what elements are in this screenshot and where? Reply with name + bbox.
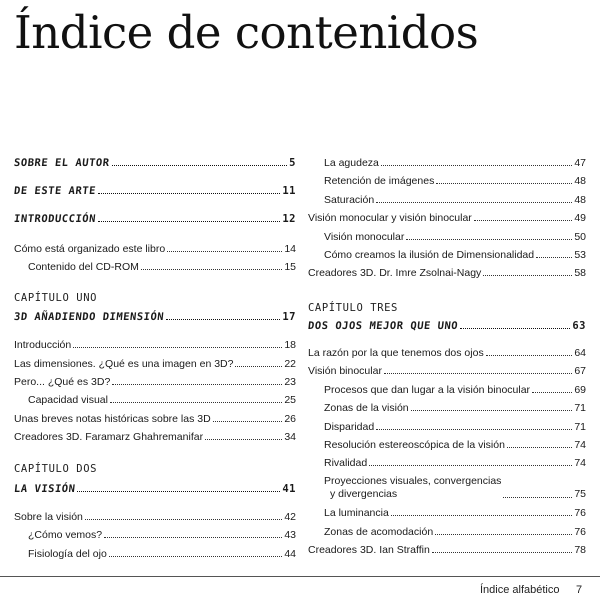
toc-entry[interactable]: Rivalidad 74 — [324, 457, 586, 469]
toc-entry[interactable]: Introducción 18 — [14, 339, 296, 351]
toc-entry-multiline[interactable]: Proyecciones visuales, convergencias y divergencias 75 — [324, 475, 586, 500]
footer-section: Índice alfabético — [480, 584, 560, 596]
toc-entry[interactable]: Cómo está organizado este libro 14 — [14, 243, 296, 255]
toc-entry[interactable]: Visión monocular y visión binocular 49 — [308, 212, 586, 224]
chapter-label: CAPÍTULO DOS — [14, 463, 98, 475]
toc-entry[interactable]: Creadores 3D. Dr. Imre Zsolnai-Nagy 58 — [308, 267, 586, 279]
toc-entry[interactable]: Resolución estereoscópica de la visión 74 — [324, 439, 586, 451]
chapter-title-entry[interactable]: DOS OJOS MEJOR QUE UNO 63 — [307, 320, 586, 332]
toc-entry[interactable]: Saturación 48 — [324, 194, 586, 206]
toc-entry[interactable]: La luminancia 76 — [324, 507, 586, 519]
toc-entry-de-este-arte[interactable]: DE ESTE ARTE 11 — [13, 185, 296, 197]
toc-entry[interactable]: Retención de imágenes 48 — [324, 175, 586, 187]
toc-entry[interactable]: Unas breves notas históricas sobre las 3D 26 — [14, 413, 296, 425]
toc-entry[interactable]: ¿Cómo vemos? 43 — [28, 529, 296, 541]
toc-entry[interactable]: Creadores 3D. Ian Straffin 78 — [308, 544, 586, 556]
toc-entry[interactable]: Fisiología del ojo 44 — [28, 548, 296, 560]
toc-entry[interactable]: Procesos que dan lugar a la visión binocular 69 — [324, 384, 586, 396]
toc-entry[interactable]: Zonas de acomodación 76 — [324, 526, 586, 538]
toc-entry[interactable]: Pero... ¿Qué es 3D? 23 — [14, 376, 296, 388]
toc-entry-line-1: Proyecciones visuales, convergencias — [324, 475, 502, 487]
toc-entry[interactable]: Contenido del CD-ROM 15 — [28, 261, 296, 273]
toc-entry[interactable]: Disparidad 71 — [324, 421, 586, 433]
toc-entry[interactable]: Capacidad visual 25 — [28, 394, 296, 406]
footer-rule — [0, 576, 600, 577]
chapter-label: CAPÍTULO UNO — [14, 292, 98, 304]
chapter-title-entry[interactable]: LA VISIÓN 41 — [13, 483, 296, 495]
toc-entry[interactable]: Las dimensiones. ¿Qué es una imagen en 3D? 22 — [14, 358, 296, 370]
toc-entry[interactable]: Creadores 3D. Faramarz Ghahremanifar 34 — [14, 431, 296, 443]
chapter-title-entry[interactable]: 3D AÑADIENDO DIMENSIÓN 17 — [13, 311, 296, 323]
chapter-label: CAPÍTULO TRES — [308, 302, 398, 314]
toc-entry[interactable]: Visión binocular 67 — [308, 365, 586, 377]
toc-entry-introduccion[interactable]: INTRODUCCIÓN 12 — [13, 213, 296, 225]
toc-entry[interactable]: Sobre la visión 42 — [14, 511, 296, 523]
toc-entry[interactable]: La razón por la que tenemos dos ojos 64 — [308, 347, 586, 359]
toc-entry[interactable]: Cómo creamos la ilusión de Dimensionalidad 53 — [324, 249, 586, 261]
toc-entry-sobre-el-autor[interactable]: SOBRE EL AUTOR 5 — [13, 157, 296, 169]
toc-entry-line-2: y divergencias — [330, 488, 398, 500]
toc-entry[interactable]: Zonas de la visión 71 — [324, 402, 586, 414]
page-number: 7 — [576, 584, 583, 596]
page-title: Índice de contenidos — [14, 6, 479, 59]
toc-entry[interactable]: La agudeza 47 — [324, 157, 586, 169]
toc-entry[interactable]: Visión monocular 50 — [324, 231, 586, 243]
